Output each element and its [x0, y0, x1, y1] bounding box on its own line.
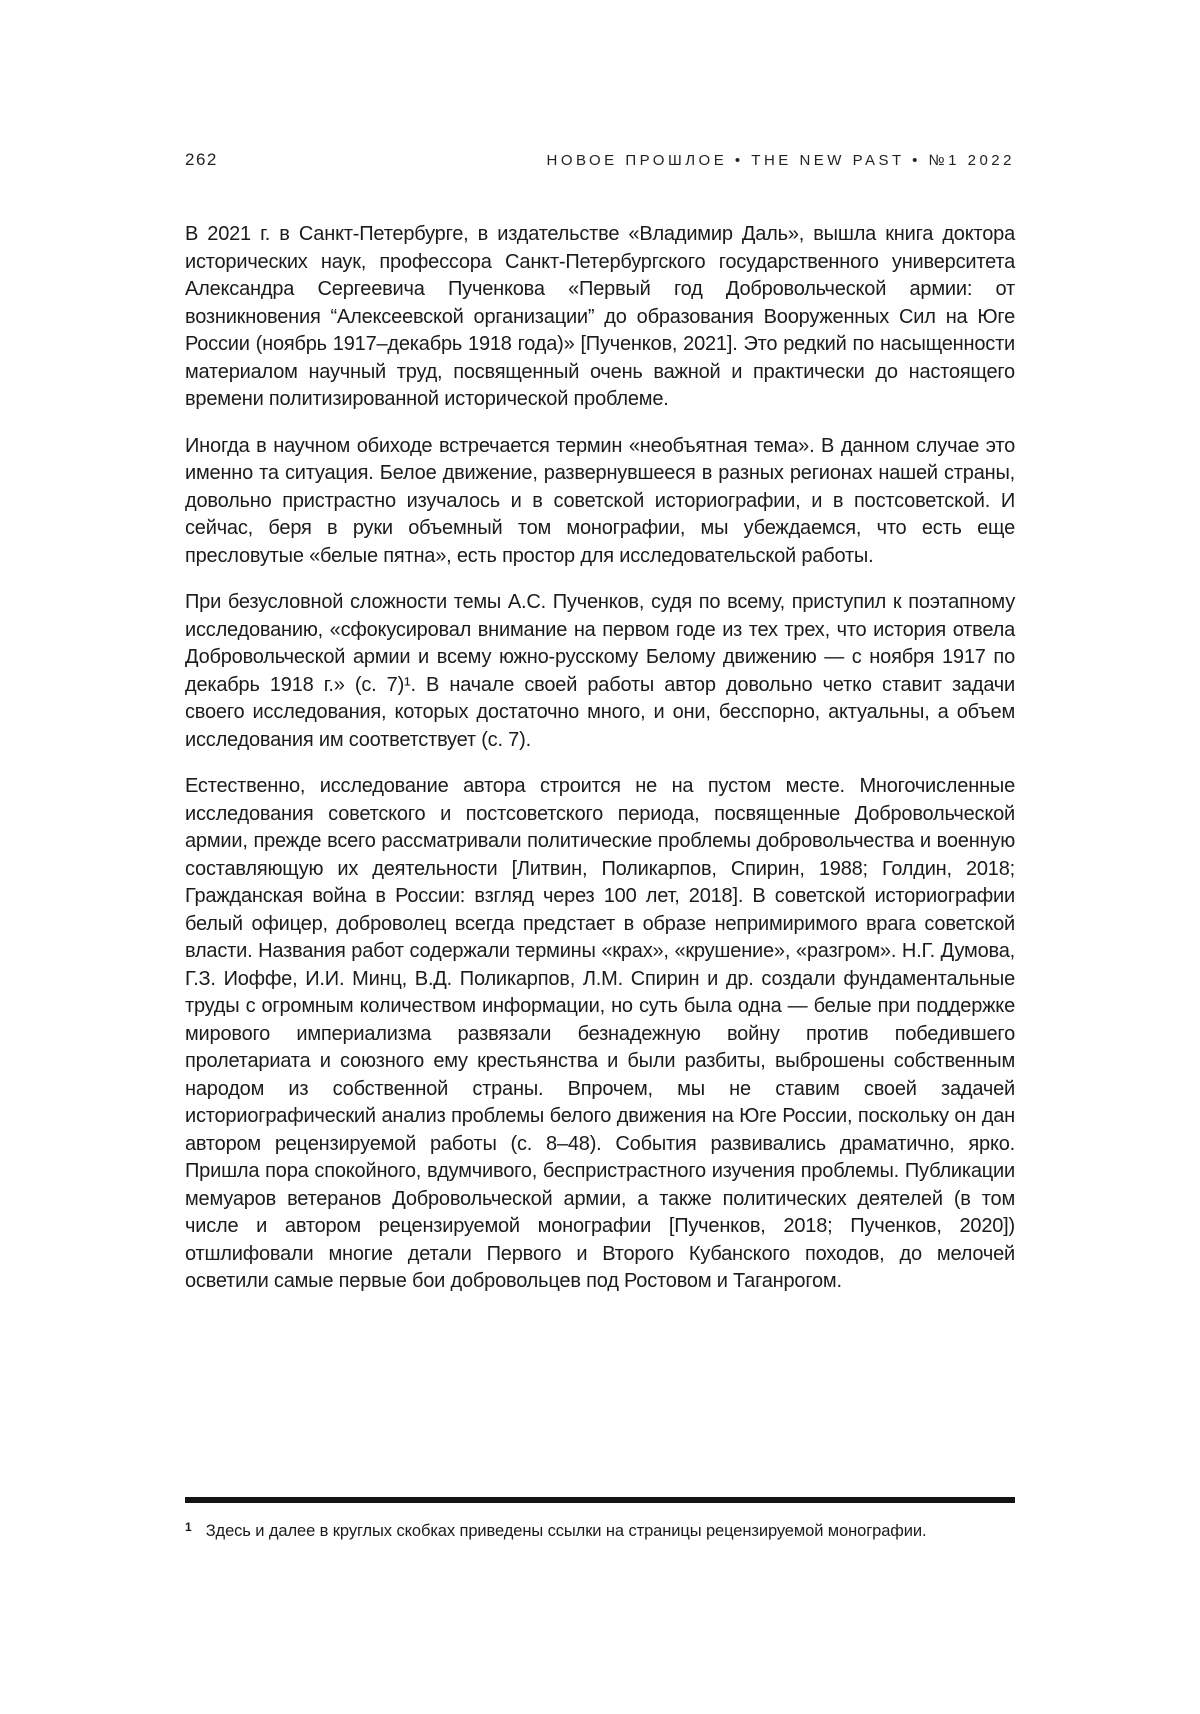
journal-title: НОВОЕ ПРОШЛОЕ • THE NEW PAST • №1 2022	[546, 152, 1015, 169]
footnote-text: Здесь и далее в круглых скобках приведены ссылки на страницы рецензируемой монографии.	[205, 1522, 927, 1540]
article-body	[185, 221, 1015, 1315]
page-header	[185, 150, 1015, 170]
page-number: 262	[185, 150, 218, 169]
paragraph-1: В 2021 г. в Санкт-Петербурге, в издательстве «Владимир Даль», вышла книга доктора исторических наук, профессора Санкт-Петербургского государственного университета Александра Сергеевича Пученкова «Первый год Добровольческой армии: от возникновения “Алексеевской организации” до образования Вооруженных Сил на Юге России (ноябрь 1917–декабрь 1918 года)» [Пученков, 2021]. Это редкий по насыщенности материалом научный труд, посвященный очень важной и практически до настоящего времени политизированной исторической проблеме.	[185, 223, 1015, 410]
footnote	[185, 1520, 1015, 1542]
footnote-block	[185, 1497, 1015, 1542]
paragraph-2: Иногда в научном обиходе встречается термин «необъятная тема». В данном случае это именно та ситуация. Белое движение, развернувшееся в разных регионах нашей страны, довольно пристрастно изучалось и в советской историографии, и в постсоветской. И сейчас, беря в руки объемный том монографии, мы убеждаемся, что есть еще пресловутые «белые пятна», есть простор для исследовательской работы.	[185, 434, 1015, 567]
footnote-divider	[185, 1497, 1015, 1503]
paragraph-4: Естественно, исследование автора строится не на пустом месте. Многочисленные исследования советского и постсоветского периода, посвященные Добровольческой армии, прежде всего рассматривали политические проблемы добровольчества и военную составляющую их деятельности [Литвин, Поликарпов, Спирин, 1988; Голдин, 2018; Гражданская война в России: взгляд через 100 лет, 2018]. В советской историографии белый офицер, доброволец всегда предстает в образе непримиримого врага советской власти. Названия работ содержали термины «крах», «крушение», «разгром». Н.Г. Думова, Г.З. Иоффе, И.И. Минц, В.Д. Поликарпов, Л.М. Спирин и др. создали фундаментальные труды с огромным количеством информации, но суть была одна — белые при поддержке мирового империализма развязали безнадежную войну против победившего пролетариата и союзного ему крестьянства и были разбиты, выброшены собственным народом из собственной страны. Впрочем, мы не ставим своей задачей историографический анализ проблемы белого движения на Юге России, поскольку он дан автором рецензируемой работы (с. 8–48). События развивались драматично, ярко. Пришла пора спокойного, вдумчивого, беспристрастного изучения проблемы. Публикации мемуаров ветеранов Добровольческой армии, а также политических деятелей (в том числе и автором рецензируемой монографии [Пученков, 2018; Пученков, 2020]) отшлифовали многие детали Первого и Второго Кубанского походов, до мелочей осветили самые первые бои добровольцев под Ростовом и Таганрогом.	[185, 775, 1015, 1292]
paragraph-3: При безусловной сложности темы А.С. Пученков, судя по всему, приступил к поэтапному исследованию, «сфокусировал внимание на первом годе из тех трех, что история отвела Добровольческой армии и всему южно-русскому Белому движению — с ноября 1917 по декабрь 1918 г.» (с. 7)¹. В начале своей работы автор довольно четко ставит задачи своего исследования, которых достаточно много, и они, бесспорно, актуальны, а объем исследования им соответствует (с. 7).	[185, 591, 1015, 751]
footnote-marker: 1	[185, 1520, 192, 1534]
